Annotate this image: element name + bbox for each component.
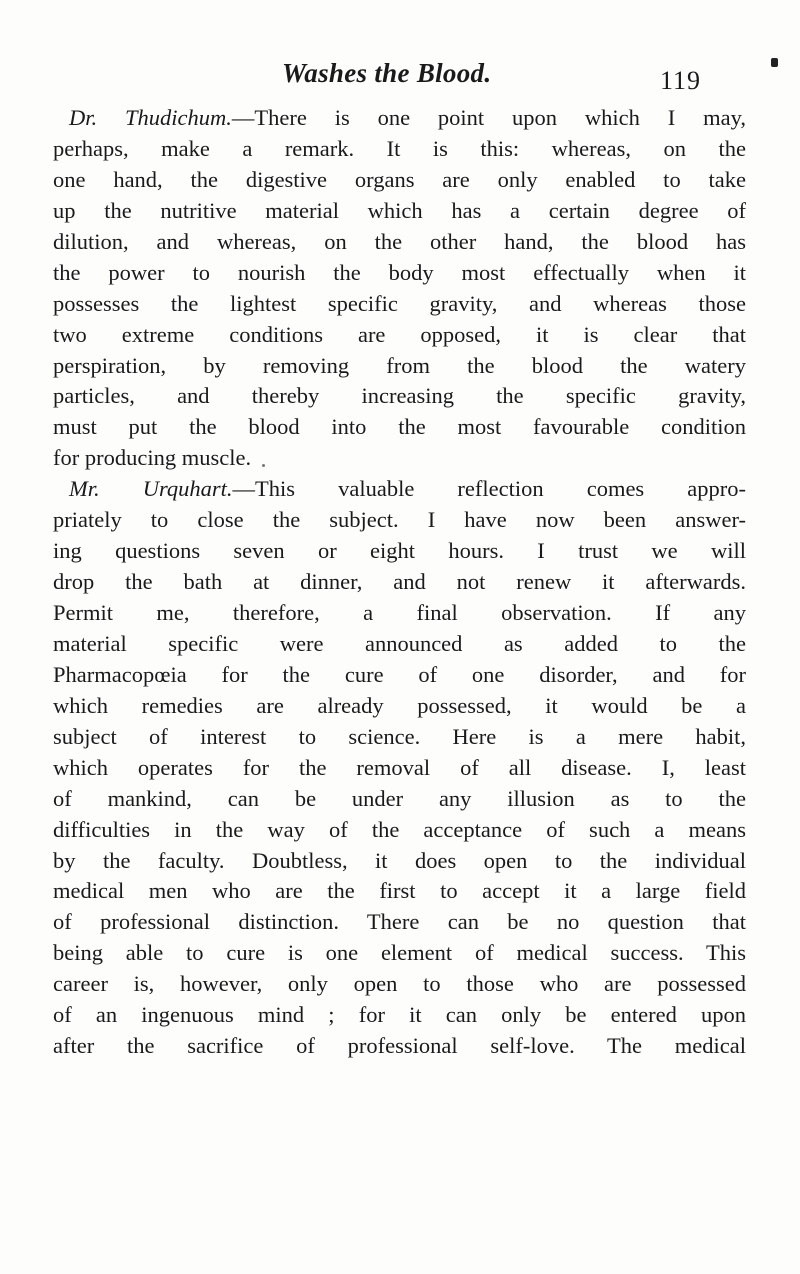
text-line: material specific were announced as added to the [53, 630, 746, 656]
text-line: of an ingenuous mind ; for it can only be entered upon [53, 1002, 746, 1028]
text-line: possesses the lightest specific gravity, and whereas those [53, 290, 746, 316]
text-line: which remedies are already possessed, it would be a [53, 692, 746, 718]
ink-mark [771, 58, 778, 67]
running-title: Washes the Blood. [282, 58, 492, 88]
text-line: ing questions seven or eight hours. I trust we will [53, 538, 746, 564]
text-line: for producing muscle. [53, 445, 252, 471]
text-line: career is, however, only open to those who are possessed [53, 971, 746, 997]
running-head [0, 58, 800, 98]
text-line: subject of interest to science. Here is a mere habit, [53, 723, 746, 749]
page-number: 119 [660, 66, 702, 95]
text-line: Permit me, therefore, a final observation. If any [53, 600, 746, 625]
text-line: perspiration, by removing from the blood the watery [53, 352, 746, 378]
text-line: the power to nourish the body most effectually when it [53, 259, 746, 285]
body-text [53, 103, 746, 1062]
text-line: which operates for the removal of all disease. I, least [53, 754, 746, 780]
text-line: Mr. Urquhart.—This valuable reflection comes appro- [69, 476, 746, 502]
paragraph-urquhart [53, 474, 746, 1062]
text-line: priately to close the subject. I have now been answer- [53, 507, 746, 533]
text-line: after the sacrifice of professional self-love. The medical [53, 1033, 746, 1059]
text-line: drop the bath at dinner, and not renew it afterwards. [53, 569, 746, 595]
text-line: one hand, the digestive organs are only enabled to take [53, 166, 746, 192]
text-line: Dr. Thudichum.—There is one point upon which I may, [69, 105, 746, 130]
text-line: medical men who are the first to accept it a large field [53, 878, 746, 904]
text-line: difficulties in the way of the acceptance of such a means [53, 816, 746, 842]
speaker-name: Dr. Thudichum. [69, 105, 232, 130]
text-line: dilution, and whereas, on the other hand, the blood has [53, 228, 746, 254]
text-line: particles, and thereby increasing the specific gravity, [53, 383, 746, 409]
text-line: up the nutritive material which has a certain degree of [53, 197, 746, 223]
text-line: being able to cure is one element of medical success. This [53, 940, 746, 966]
text-line: by the faculty. Doubtless, it does open to the individual [53, 847, 746, 873]
paragraph-thudichum [53, 103, 746, 474]
speaker-name: Mr. Urquhart. [69, 476, 233, 502]
text-line: Pharmacopœia for the cure of one disorder, and for [53, 661, 746, 687]
text-line: of mankind, can be under any illusion as to the [53, 785, 746, 811]
text-line: must put the blood into the most favourable condition [53, 414, 746, 440]
text-line: perhaps, make a remark. It is this: whereas, on the [53, 135, 746, 161]
text-line: of professional distinction. There can be no question that [53, 909, 746, 935]
text-line: two extreme conditions are opposed, it is clear that [53, 321, 746, 347]
